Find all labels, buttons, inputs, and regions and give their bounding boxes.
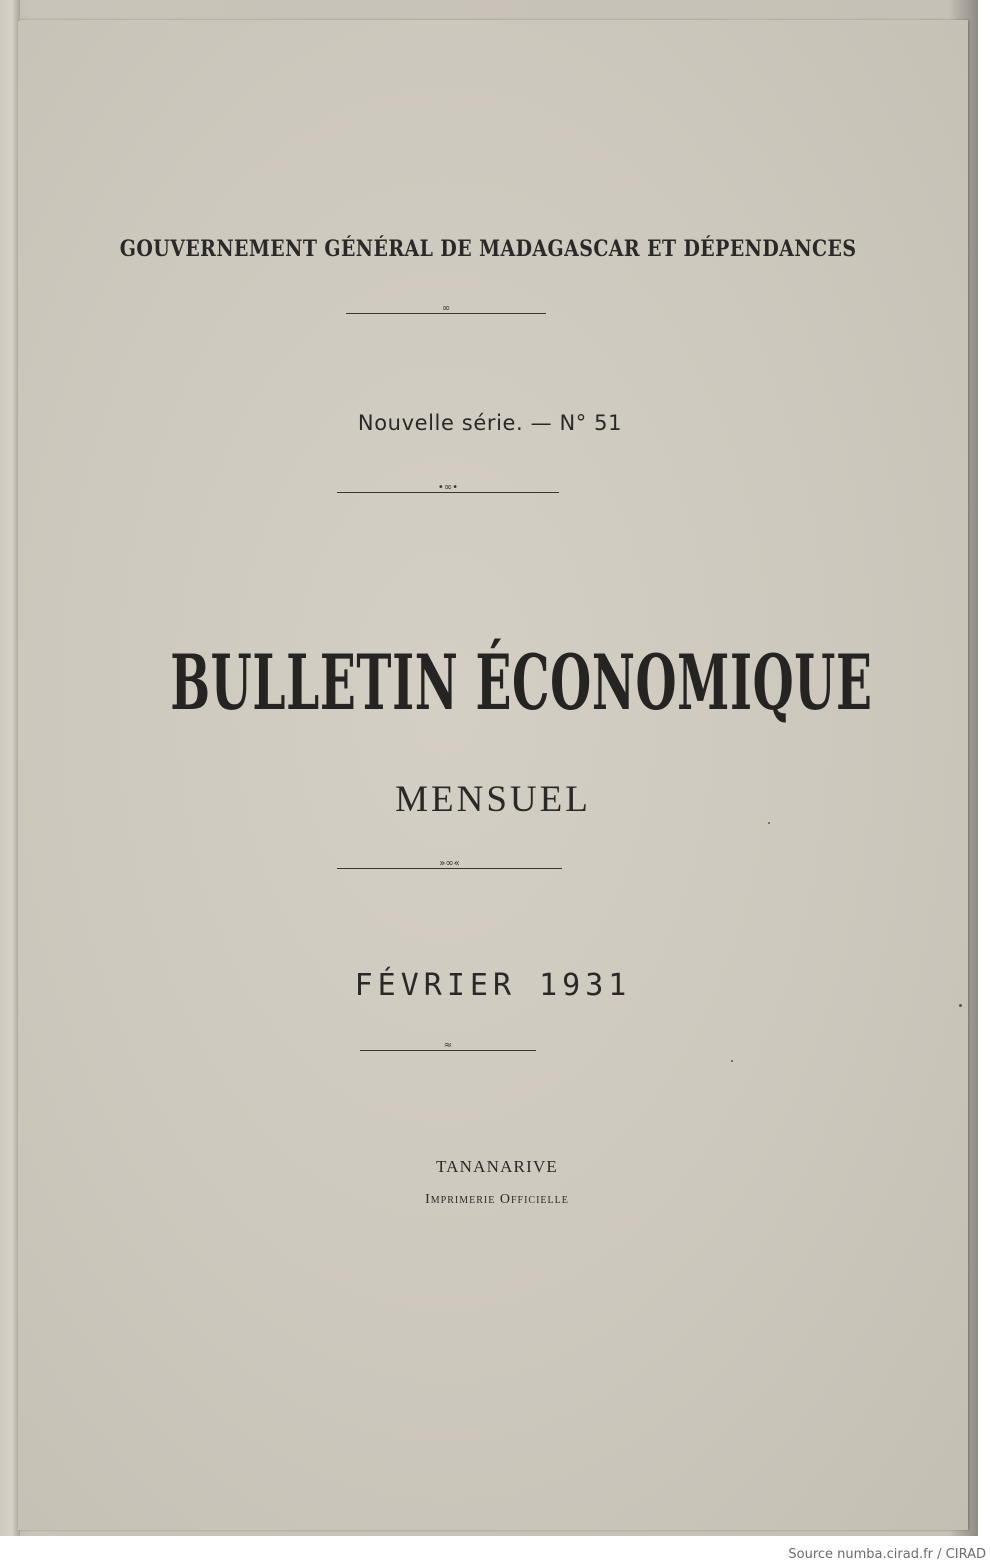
printer-name: Imprimerie Officielle bbox=[425, 1192, 569, 1207]
divider-flourish-icon: ≈ bbox=[443, 1040, 453, 1051]
divider-ornament bbox=[337, 482, 559, 497]
underlying-page-edge bbox=[0, 0, 20, 1536]
paper-speck bbox=[768, 822, 770, 824]
bulletin-subtitle: MENSUEL bbox=[395, 779, 591, 820]
divider-ornament bbox=[346, 303, 546, 318]
divider-flourish-icon: •∞• bbox=[437, 482, 459, 493]
publication-city: TANANARIVE bbox=[435, 1157, 559, 1176]
paper-speck bbox=[731, 1060, 733, 1062]
series-number: Nouvelle série. — N° 51 bbox=[357, 411, 623, 435]
bulletin-title: BULLETIN ÉCONOMIQUE bbox=[170, 638, 873, 727]
paper-speck bbox=[959, 1004, 962, 1007]
divider-flourish-icon: »∞« bbox=[439, 858, 460, 869]
divider-ornament bbox=[337, 858, 562, 873]
source-credit: Source numba.cirad.fr / CIRAD bbox=[788, 1547, 986, 1562]
issue-date: FÉVRIER 1931 bbox=[354, 968, 632, 1003]
government-heading: GOUVERNEMENT GÉNÉRAL DE MADAGASCAR ET DÉPENDANCES bbox=[119, 236, 857, 262]
divider-ornament bbox=[360, 1040, 536, 1055]
divider-flourish-icon: ∞ bbox=[441, 303, 451, 314]
